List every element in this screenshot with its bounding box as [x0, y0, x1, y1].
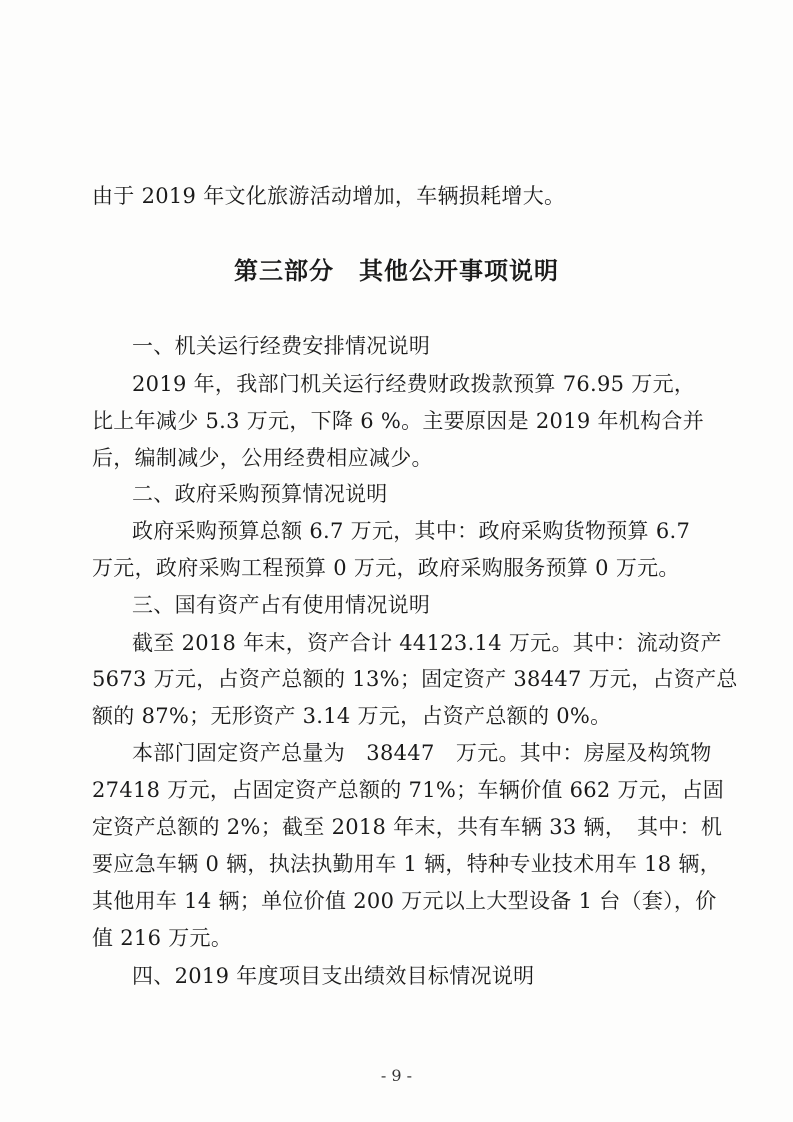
section-title-1: 一、机关运行经费安排情况说明	[132, 334, 431, 358]
paragraph-line: 27418 万元，占固定资产总额的 71%；车辆价值 662 万元，占固	[92, 778, 725, 802]
section-title-4: 四、2019 年度项目支出绩效目标情况说明	[132, 964, 535, 988]
paragraph-line: 后，编制减少，公用经费相应减少。	[92, 446, 433, 470]
paragraph-line: 其他用车 14 辆；单位价值 200 万元以上大型设备 1 台（套），价	[92, 889, 717, 913]
paragraph-line: 要应急车辆 0 辆，执法执勤用车 1 辆，特种专业技术用车 18 辆，	[92, 852, 721, 876]
paragraph-line: 2019 年，我部门机关运行经费财政拨款预算 76.95 万元，	[132, 372, 696, 396]
paragraph-line: 5673 万元，占资产总额的 13%；固定资产 38447 万元，占资产总	[92, 667, 738, 691]
section-title-2: 二、政府采购预算情况说明	[132, 482, 388, 506]
intro-line: 由于 2019 年文化旅游活动增加，车辆损耗增大。	[92, 184, 566, 208]
part-heading: 第三部分 其他公开事项说明	[234, 256, 559, 285]
paragraph-line: 本部门固定资产总量为 38447 万元。其中：房屋及构筑物	[132, 741, 712, 765]
paragraph-line: 截至 2018 年末，资产合计 44123.14 万元。其中：流动资产	[132, 631, 722, 655]
section-title-3: 三、国有资产占有使用情况说明	[132, 593, 431, 617]
paragraph-line: 比上年减少 5.3 万元，下降 6 %。主要原因是 2019 年机构合并	[92, 409, 705, 433]
paragraph-line: 值 216 万元。	[92, 926, 233, 950]
paragraph-line: 政府采购预算总额 6.7 万元，其中：政府采购货物预算 6.7	[132, 519, 691, 543]
paragraph-line: 定资产总额的 2%；截至 2018 年末，共有车辆 33 辆， 其中：机	[92, 815, 723, 839]
page-number: - 9 -	[380, 1066, 413, 1085]
paragraph-line: 额的 87%；无形资产 3.14 万元，占资产总额的 0%。	[92, 704, 612, 728]
paragraph-line: 万元，政府采购工程预算 0 万元，政府采购服务预算 0 万元。	[92, 556, 680, 580]
